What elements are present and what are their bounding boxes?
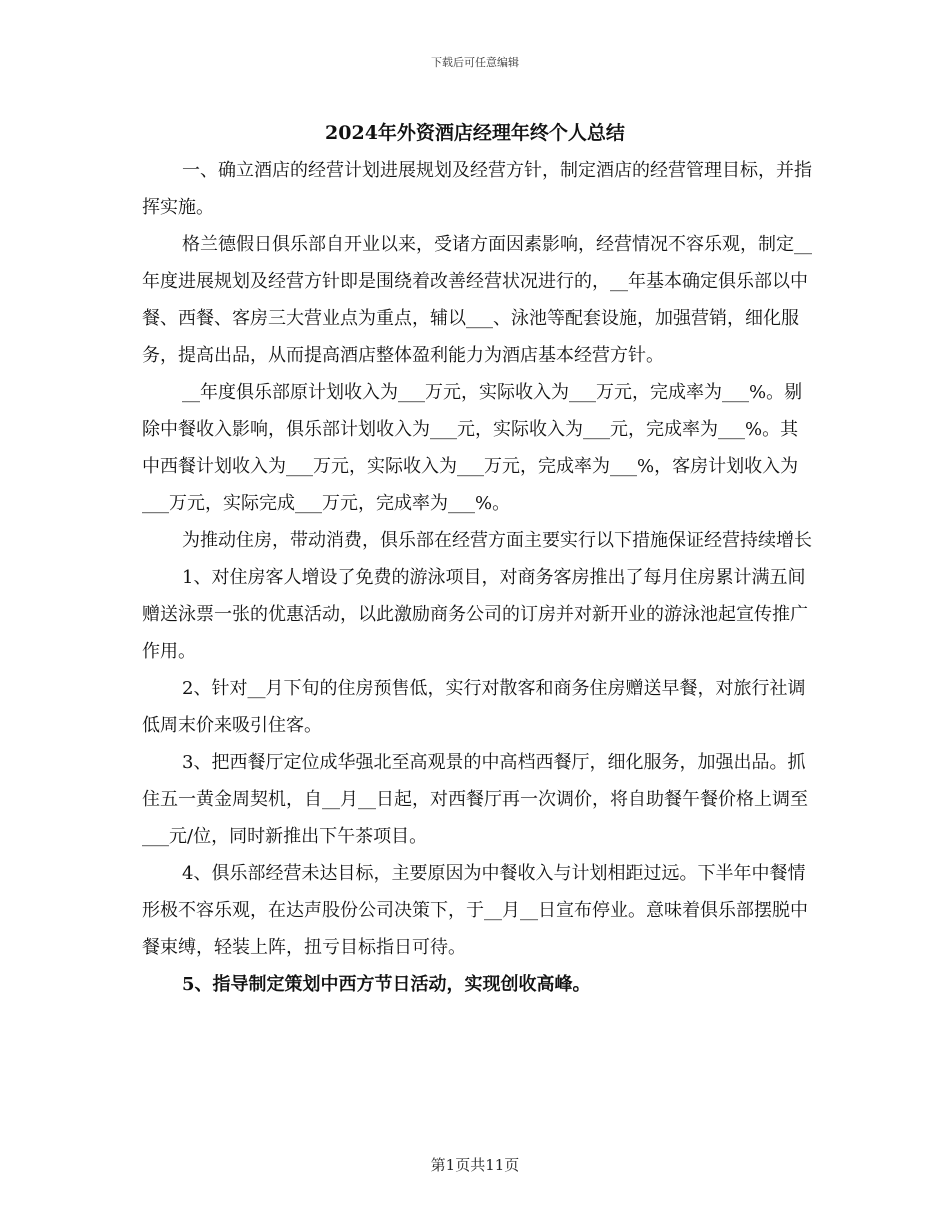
page-header-note: 下载后可任意编辑 [431, 56, 519, 69]
paragraph: 2、针对__月下旬的住房预售低，实行对散客和商务住房赠送早餐，对旅行社调低周末价来吸引住客。 [142, 678, 806, 736]
paragraph: 4、俱乐部经营未达目标，主要原因为中餐收入与计划相距过远。下半年中餐情形极不容乐观，在达声股份公司决策下，于__月__日宣布停业。意味着俱乐部摆脱中餐束缚，轻装上阵，扭亏目标指日可待。 [142, 863, 808, 958]
page-number-footer: 第1页共11页 [430, 1156, 520, 1174]
paragraph: 1、对住房客人增设了免费的游泳项目，对商务客房推出了每月住房累计满五间赠送泳票一张的优惠活动，以此激励商务公司的订房并对新开业的游泳池起宣传推广作用。 [142, 567, 808, 662]
paragraph: 格兰德假日俱乐部自开业以来，受诸方面因素影响，经营情况不容乐观，制定__年度进展规划及经营方针即是围绕着改善经营状况进行的，__年基本确定俱乐部以中餐、西餐、客房三大营业点为重点，辅以___、泳池等配套设施，加强营销，细化服务，提高出品，从而提高酒店整体盈利能力为酒店基本经营方针。 [142, 234, 812, 366]
document-body [142, 152, 814, 1003]
paragraph: 一、确立酒店的经营计划进展规划及经营方针，制定酒店的经营管理目标，并指挥实施。 [142, 160, 812, 218]
paragraph: __年度俱乐部原计划收入为___万元，实际收入为___万元，完成率为___%。剔除中餐收入影响，俱乐部计划收入为___元，实际收入为___元，完成率为___%。其中西餐计划收入为___万元，实际收入为___万元，完成率为___%，客房计划收入为___万元，实际完成___万元，完成率为___%。 [142, 382, 803, 514]
document-title: 2024年外资酒店经理年终个人总结 [325, 122, 625, 144]
paragraph: 为推动住房，带动消费，俱乐部在经营方面主要实行以下措施保证经营持续增长 [182, 530, 812, 551]
paragraph-bold-heading: 5、指导制定策划中西方节日活动，实现创收高峰。 [182, 974, 591, 995]
paragraph: 3、把西餐厅定位成华强北至高观景的中高档西餐厅，细化服务，加强出品。抓住五一黄金周契机，自__月__日起，对西餐厅再一次调价，将自助餐午餐价格上调至___元/位，同时新推出下午茶项目。 [142, 752, 808, 847]
